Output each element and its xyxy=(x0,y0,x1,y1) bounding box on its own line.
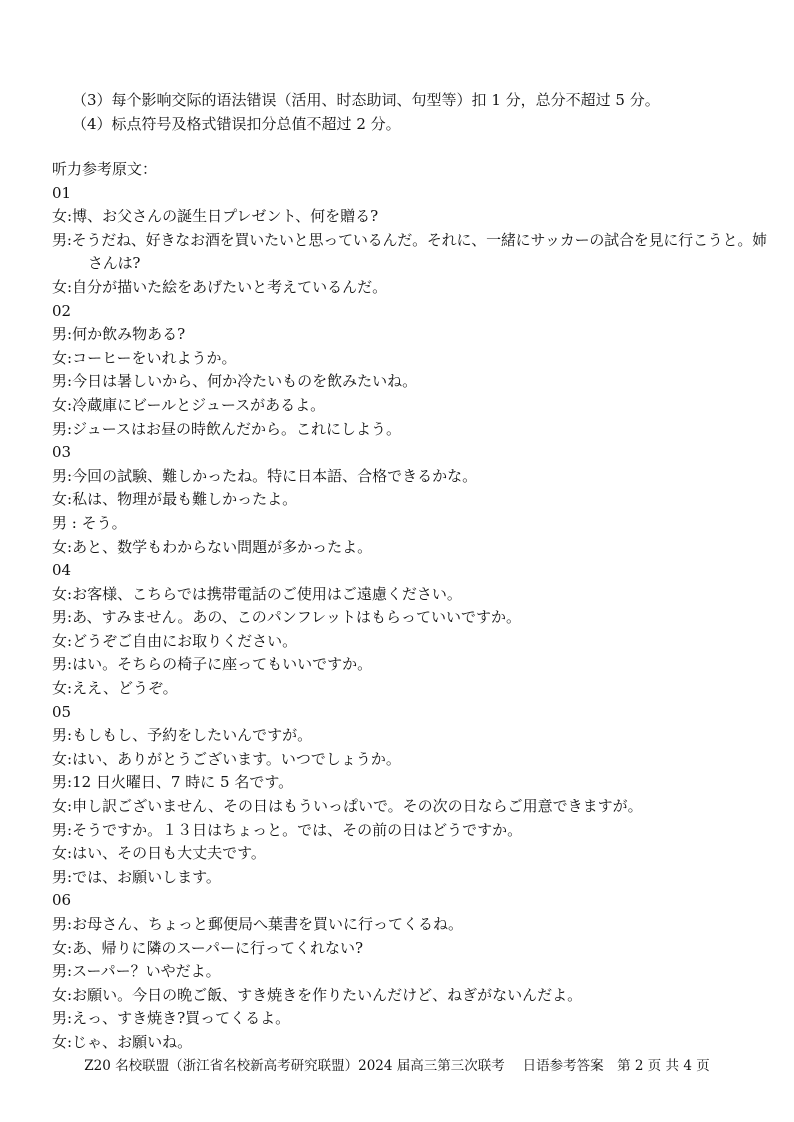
speaker-label: 男 xyxy=(52,513,68,532)
speaker-label: 女 xyxy=(52,797,68,816)
dialogue-text: スーパー？いやだよ。 xyxy=(72,962,221,981)
dialogue-line: 男:今回の試験、難しかったね。特に日本語、合格できるかな。 xyxy=(52,466,478,485)
dialogue-text: 私は、物理が最も難しかったよ。 xyxy=(72,490,298,509)
dialogue-text: コーヒーをいれようか。 xyxy=(72,348,237,367)
speaker-label: 女 xyxy=(52,584,68,603)
dialogue-line: 女:お願い。今日の晩ご飯、すき焼きを作りたいんだけど、ねぎがないんだよ。 xyxy=(52,985,583,1004)
dialogue-line: 女:じゃ、お願いね。 xyxy=(52,1032,193,1051)
dialogue-text: 申し訳ございません、その日はもういっぱいで。その次の日ならご用意できますが。 xyxy=(72,797,643,816)
speaker-label: 男 xyxy=(52,1009,68,1028)
speaker-label: 女 xyxy=(52,207,68,226)
speaker-label: 男 xyxy=(52,655,68,674)
section-number: 06 xyxy=(52,891,72,910)
dialogue-line: 女:どうぞご自由にお取りください。 xyxy=(52,631,298,650)
dialogue-line: 男:ジュースはお昼の時飲んだから。これにしよう。 xyxy=(52,419,402,438)
dialogue-line: 男:はい。そちらの椅子に座ってもいいですか。 xyxy=(52,655,373,674)
dialogue-line: 男 : そう。 xyxy=(52,513,127,532)
speaker-label: 男 xyxy=(52,773,68,792)
speaker-label: 女 xyxy=(52,490,68,509)
dialogue-text: 自分が描いた絵をあげたいと考えているんだ。 xyxy=(72,277,388,296)
dialogue-line: 男:そうですか。１３日はちょっと。では、その前の日はどうですか。 xyxy=(52,820,523,839)
transcript-heading: 听力参考原文： xyxy=(52,160,158,178)
dialogue-line: 女:申し訳ございません、その日はもういっぱいで。その次の日ならご用意できますが。 xyxy=(52,797,643,816)
dialogue-text: はい、その日も大丈夫です。 xyxy=(72,844,266,863)
dialogue-line: 女:あ、帰りに隣のスーパーに行ってくれない? xyxy=(52,938,364,957)
page-footer: Z20 名校联盟（浙江省名校新高考研究联盟）2024 届高三第三次联考 日语参考答案 第 2 页 共 4 页 xyxy=(84,1058,710,1074)
dialogue-text: えっ、すき焼き?買ってくるよ。 xyxy=(72,1009,291,1028)
dialogue-line: 男:お母さん、ちょっと郵便局へ葉書を買いに行ってくるね。 xyxy=(52,915,463,933)
dialogue-text: お願い。今日の晩ご飯、すき焼きを作りたいんだけど、ねぎがないんだよ。 xyxy=(72,985,583,1004)
dialogue-line: 女:お客様、こちらでは携帯電話のご使用はご遠慮ください。 xyxy=(52,584,462,603)
speaker-label: 女 xyxy=(52,277,68,296)
speaker-label: 女 xyxy=(52,1032,68,1051)
rule-4: （4）标点符号及格式错误扣分总值不超过 2 分。 xyxy=(72,115,401,133)
speaker-label: 男 xyxy=(52,915,68,933)
dialogue-text: 12 日火曜日、7 時に 5 名です。 xyxy=(72,773,294,792)
speaker-label: 女 xyxy=(52,679,68,698)
dialogue-line: 女:私は、物理が最も難しかったよ。 xyxy=(52,490,298,509)
dialogue-line: 男:今日は暑しいから、何か冷たいものを飲みたいね。 xyxy=(52,372,418,391)
speaker-label: 男 xyxy=(52,419,68,438)
dialogue-line: 男:何か飲み物ある? xyxy=(52,325,186,344)
dialogue-text: 今日は暑しいから、何か冷たいものを飲みたいね。 xyxy=(72,372,418,391)
dialogue-text: ええ、どうぞ。 xyxy=(72,679,178,698)
dialogue-line: 女:あと、数学もわからない問題が多かったよ。 xyxy=(52,537,373,556)
section-number: 02 xyxy=(52,301,72,320)
speaker-label: 男 xyxy=(52,726,68,745)
dialogue-text: そう。 xyxy=(76,513,127,532)
speaker-label: 男 xyxy=(52,867,68,886)
speaker-label: 男 xyxy=(52,608,68,627)
dialogue-text: あと、数学もわからない問題が多かったよ。 xyxy=(72,537,373,556)
speaker-label: 男 xyxy=(52,325,68,344)
dialogue-line: 女:ええ、どうぞ。 xyxy=(52,679,178,698)
speaker-label: 男 xyxy=(52,466,68,485)
dialogue-text: 冷蔵庫にビールとジュースがあるよ。 xyxy=(72,395,326,414)
dialogue-text: はい、ありがとうございます。いつでしょうか。 xyxy=(72,749,401,768)
speaker-label: 男 xyxy=(52,230,67,249)
dialogue-line: 女:コーヒーをいれようか。 xyxy=(52,348,237,367)
dialogue-text: 博、お父さんの誕生日プレゼント、何を贈る? xyxy=(72,207,379,226)
dialogue-line: 女:はい、その日も大丈夫です。 xyxy=(52,844,266,863)
speaker-label: 女 xyxy=(52,938,68,957)
section-number: 04 xyxy=(52,561,72,580)
dialogue-line: 男:あ、すみません。あの、このパンフレットはもらっていいですか。 xyxy=(52,608,522,627)
dialogue-text: もしもし、予約をしたいんですが。 xyxy=(72,726,313,745)
dialogue-text: そうですか。１３日はちょっと。では、その前の日はどうですか。 xyxy=(72,820,523,839)
speaker-label: 男 xyxy=(52,820,68,839)
dialogue-text: ジュースはお昼の時飲んだから。これにしよう。 xyxy=(72,419,402,438)
dialogue-line: 男:では、お願いします。 xyxy=(52,867,221,886)
speaker-label: 女 xyxy=(52,631,68,650)
speaker-label: 女 xyxy=(52,985,68,1004)
dialogue-line: 男:そうだね、好きなお酒を買いたいと思っているんだ。それに、一緒にサッカーの試合を見に行こうと。姉さんは? xyxy=(52,230,767,273)
grading-rules xyxy=(72,88,772,136)
section-number: 03 xyxy=(52,443,72,462)
dialogue-line: 男:もしもし、予約をしたいんですが。 xyxy=(52,726,313,745)
section-number: 05 xyxy=(52,702,72,721)
speaker-label: 女 xyxy=(52,749,68,768)
dialogue-line: 男:スーパー？いやだよ。 xyxy=(52,962,221,981)
dialogue-text: そうだね、好きなお酒を買いたいと思っているんだ。それに、一緒にサッカーの試合を見に行こうと。姉さんは? xyxy=(71,230,767,273)
speaker-label: 男 xyxy=(52,962,68,981)
speaker-label: 男 xyxy=(52,372,68,391)
dialogue-line: 男:えっ、すき焼き?買ってくるよ。 xyxy=(52,1009,291,1028)
dialogue-text: 何か飲み物ある? xyxy=(72,325,186,344)
dialogue-text: 今回の試験、難しかったね。特に日本語、合格できるかな。 xyxy=(72,466,478,485)
dialogue-text: お母さん、ちょっと郵便局へ葉書を買いに行ってくるね。 xyxy=(72,915,463,933)
dialogue-text: はい。そちらの椅子に座ってもいいですか。 xyxy=(72,655,373,674)
dialogue-text: では、お願いします。 xyxy=(72,867,221,886)
speaker-label: 女 xyxy=(52,348,68,367)
speaker-label: 女 xyxy=(52,537,68,556)
dialogue-text: お客様、こちらでは携帯電話のご使用はご遠慮ください。 xyxy=(72,584,462,603)
dialogue-text: あ、帰りに隣のスーパーに行ってくれない? xyxy=(72,938,364,957)
dialogue-line: 女:はい、ありがとうございます。いつでしょうか。 xyxy=(52,749,401,768)
dialogue-text: どうぞご自由にお取りください。 xyxy=(72,631,298,650)
rule-3: （3）每个影响交际的语法错误（活用、时态助词、句型等）扣 1 分，总分不超过 5 分。 xyxy=(72,91,660,109)
dialogue-line: 女:自分が描いた絵をあげたいと考えているんだ。 xyxy=(52,277,388,296)
section-number: 01 xyxy=(52,183,72,202)
speaker-label: 女 xyxy=(52,395,68,414)
speaker-label: 女 xyxy=(52,844,68,863)
listening-transcript xyxy=(52,158,772,1055)
dialogue-text: あ、すみません。あの、このパンフレットはもらっていいですか。 xyxy=(72,608,522,627)
dialogue-line: 女:博、お父さんの誕生日プレゼント、何を贈る? xyxy=(52,207,379,226)
dialogue-text: じゃ、お願いね。 xyxy=(72,1032,193,1051)
dialogue-line: 女:冷蔵庫にビールとジュースがあるよ。 xyxy=(52,395,326,414)
dialogue-line: 男:12 日火曜日、7 時に 5 名です。 xyxy=(52,773,294,792)
